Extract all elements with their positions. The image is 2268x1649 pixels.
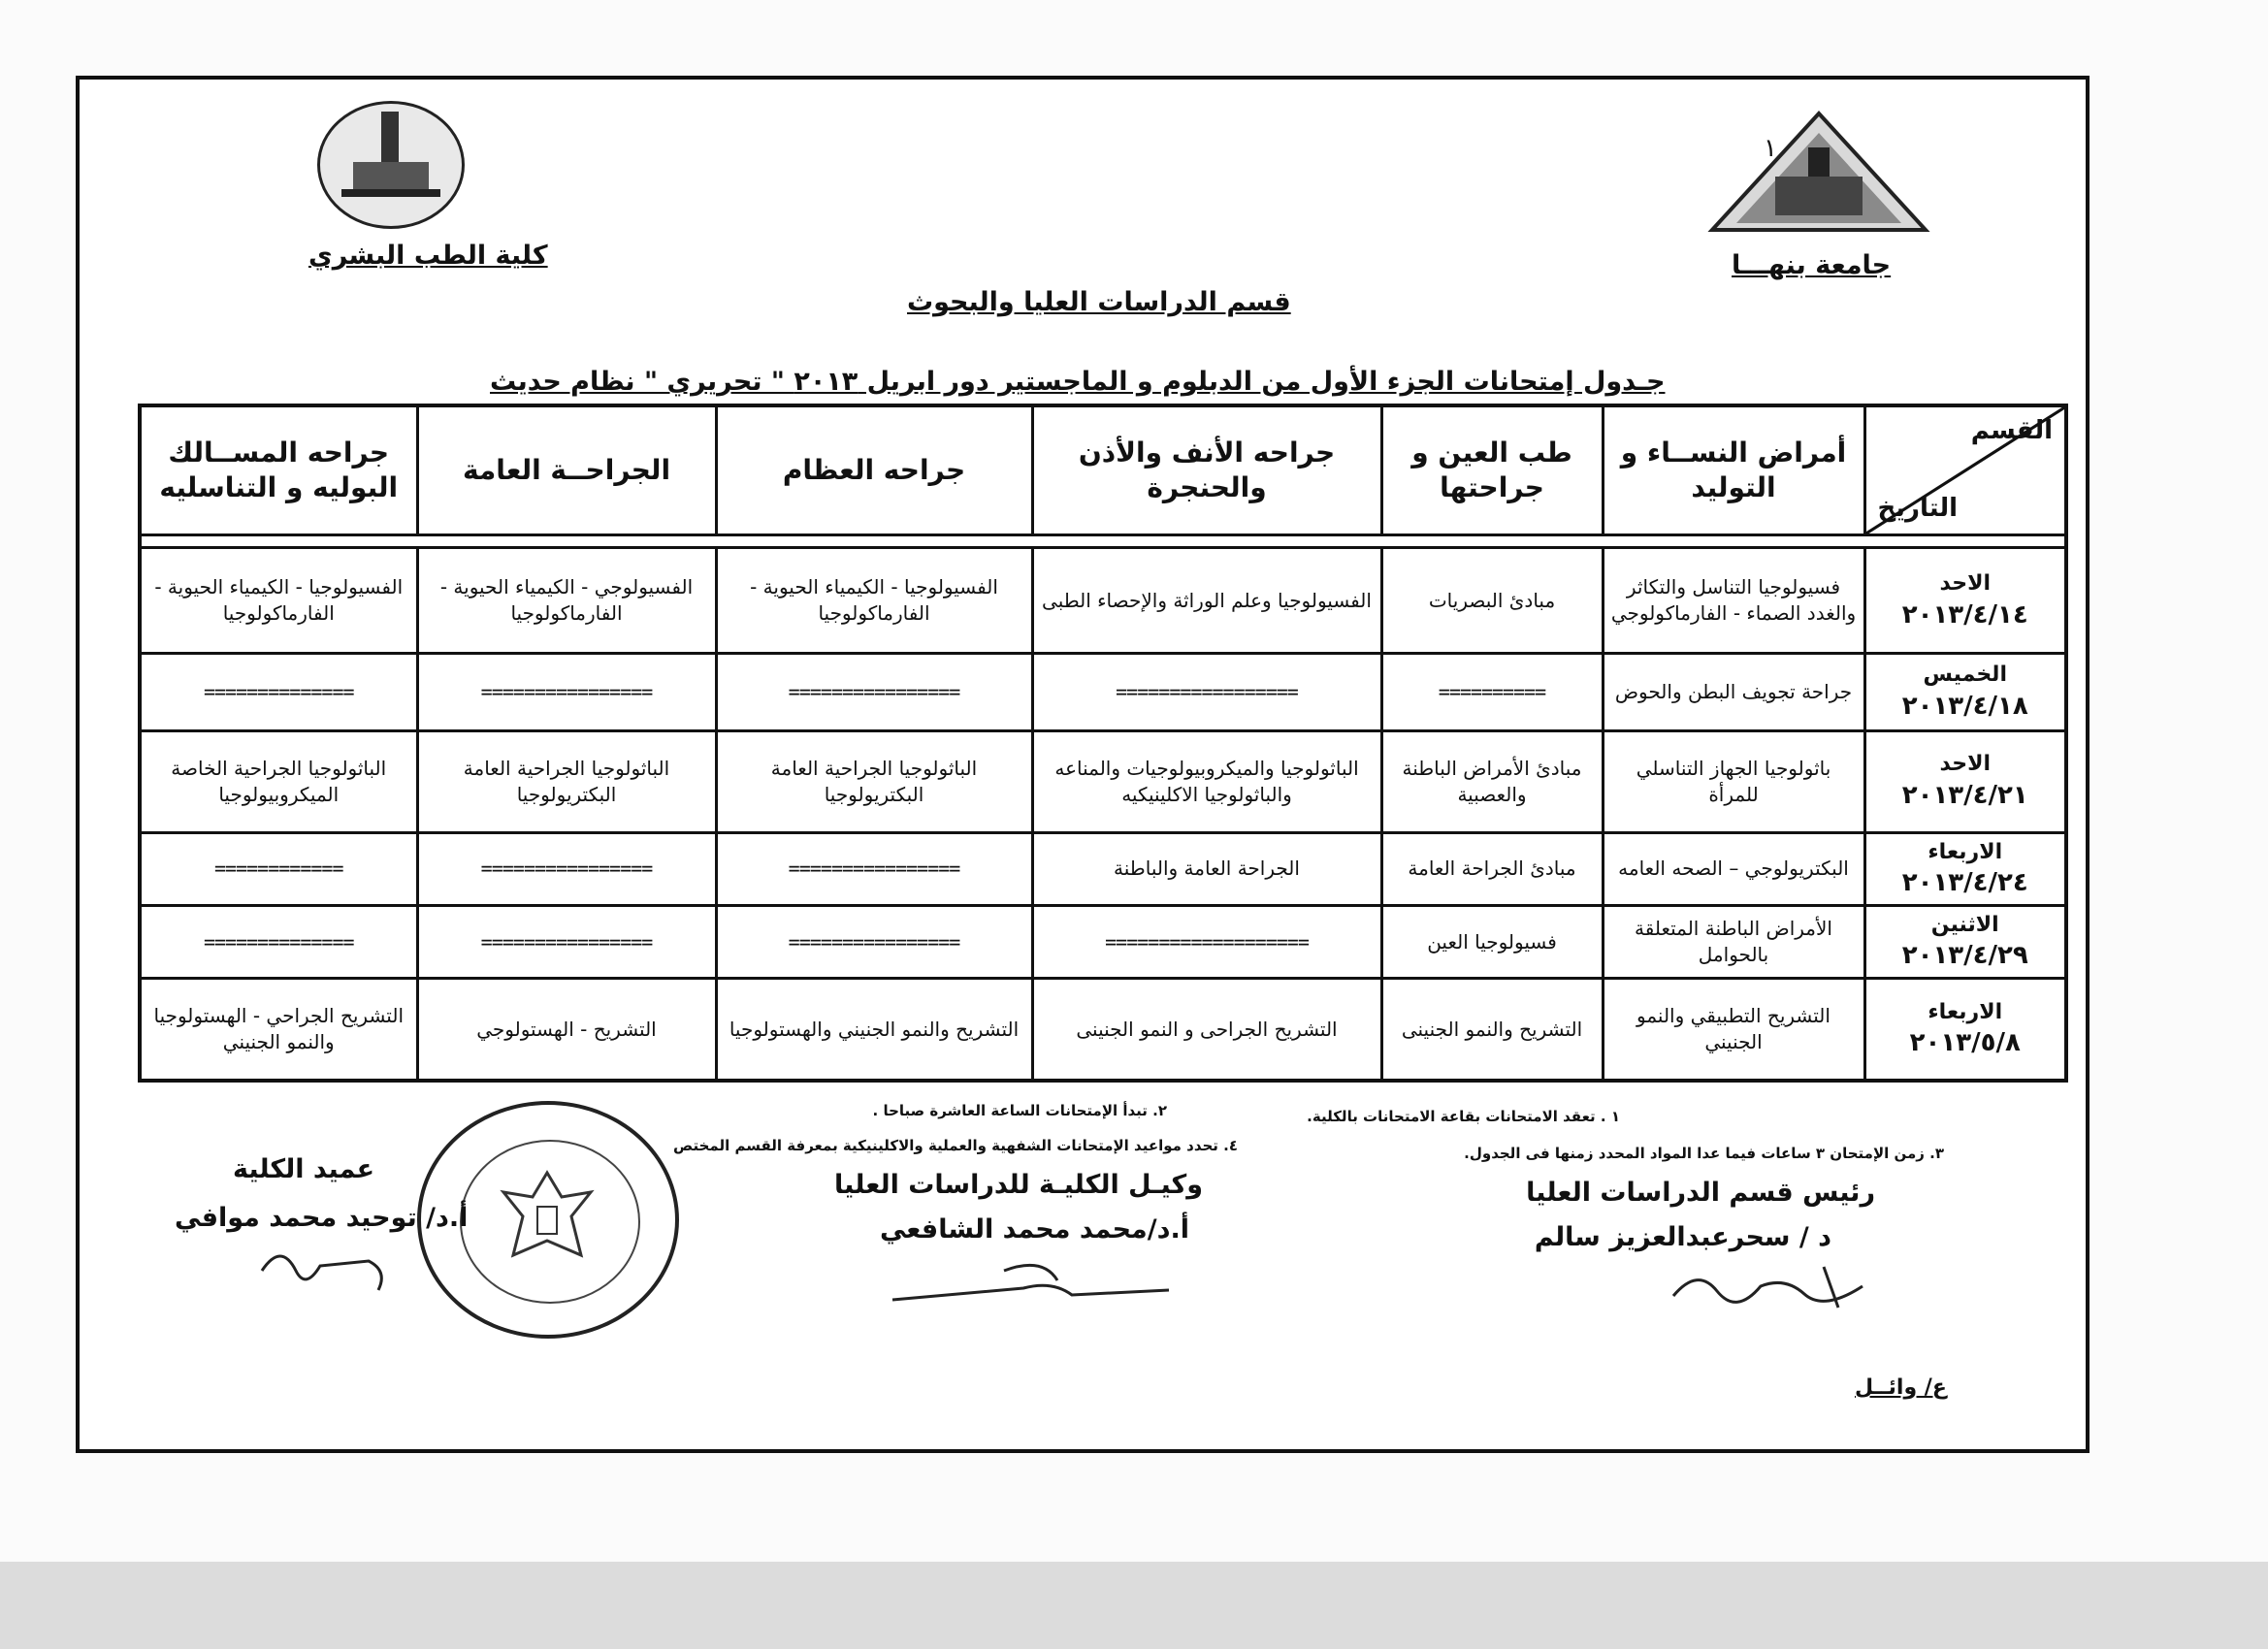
- footer-initials: ع/ وائــل: [1855, 1375, 1947, 1400]
- date-label: ٢٠١٣/٤/١٨: [1901, 691, 2028, 721]
- middle-signature-mark: [888, 1251, 1179, 1310]
- note-3: ٣. زمن الإمتحان ٣ ساعات فيما عدا المواد المحدد زمنها فى الجدول.: [1464, 1145, 1944, 1162]
- note-2: ٢. تبدأ الإمتحانات الساعة العاشرة صباحا .: [872, 1102, 1167, 1119]
- table-cell: فسيولوجيا العين: [1381, 906, 1603, 979]
- column-header: جراحه المســالك البوليه و التناسليه: [140, 405, 417, 534]
- table-cell-empty: ===================: [1032, 906, 1381, 979]
- date-label: ٢٠١٣/٤/٢٤: [1901, 868, 2028, 898]
- day-label: الاربعاء: [1928, 839, 2003, 864]
- corner-label-department: القسم: [1970, 416, 2053, 445]
- department-title: قسم الدراسات العليا والبحوث: [907, 287, 1291, 317]
- left-signatory-name: أ.د/ توحيد محمد موافي: [175, 1203, 469, 1233]
- table-row: [140, 730, 2066, 832]
- exam-schedule-table: [138, 404, 2068, 1083]
- table-cell: جراحة تجويف البطن والحوض: [1603, 654, 1864, 730]
- day-label: الاثنين: [1930, 912, 1999, 937]
- column-header: أمراض النســاء و التوليد: [1603, 405, 1864, 534]
- column-header: الجراحــة العامة: [417, 405, 716, 534]
- table-cell-empty: ================: [716, 654, 1032, 730]
- table-cell: الباثولوجيا والميكروبيولوجيات والمناعه والباثولوجيا الاكلينيكيه: [1032, 730, 1381, 832]
- right-signatory-title: رئيس قسم الدراسات العليا: [1526, 1178, 1875, 1208]
- scanner-margin: [0, 1562, 2268, 1649]
- table-cell: التشريح والنمو الجنينى: [1381, 979, 1603, 1081]
- table-header-row: [140, 405, 2066, 534]
- date-cell: [1864, 654, 2066, 730]
- table-cell: الأمراض الباطنة المتعلقة بالحوامل: [1603, 906, 1864, 979]
- table-cell-empty: ================: [417, 654, 716, 730]
- table-cell-empty: ================: [417, 832, 716, 905]
- table-cell-empty: ============: [140, 832, 417, 905]
- column-header: جراحه الأنف والأذن والحنجرة: [1032, 405, 1381, 534]
- table-cell: الباثولوجيا الجراحية العامة البكتريولوجيا: [417, 730, 716, 832]
- table-cell: الباثولوجيا الجراحية الخاصة الميكروبيولوجيا: [140, 730, 417, 832]
- faculty-name: كلية الطب البشري: [308, 241, 548, 271]
- table-cell: التشريح - الهستولوجي: [417, 979, 716, 1081]
- university-name: جامعة بنهـــا: [1732, 250, 1892, 280]
- schedule-title: جـدول إمتحانات الجزء الأول من الدبلوم و الماجستير دور ابريل ٢٠١٣ " تحريري " نظام حديث: [490, 367, 1666, 397]
- date-label: ٢٠١٣/٤/٢٩: [1901, 941, 2028, 971]
- day-label: الاحد: [1939, 752, 1991, 777]
- left-signature-mark: [252, 1232, 398, 1300]
- table-row: [140, 832, 2066, 905]
- table-cell: الباثولوجيا الجراحية العامة البكتريولوجيا: [716, 730, 1032, 832]
- table-cell: باثولوجيا الجهاز التناسلي للمرأة: [1603, 730, 1864, 832]
- table-cell: التشريح الجراحي - الهستولوجيا والنمو الجنيني: [140, 979, 417, 1081]
- right-signature-mark: [1669, 1257, 1882, 1315]
- note-1: ١ . تعقد الامتحانات بقاعة الامتحانات بالكلية.: [1307, 1108, 1620, 1125]
- table-row: [140, 906, 2066, 979]
- table-cell-empty: ================: [716, 906, 1032, 979]
- table-cell: الفسيولوجيا - الكيمياء الحيوية - الفارماكولوجيا: [716, 547, 1032, 653]
- table-cell-empty: ================: [417, 906, 716, 979]
- note-4: ٤. تحدد مواعيد الإمتحانات الشفهية والعملية والاكلينيكية بمعرفة القسم المختص: [673, 1137, 1238, 1154]
- table-cell-empty: ==========: [1381, 654, 1603, 730]
- table-cell: الفسيولوجي - الكيمياء الحيوية - الفارماكولوجيا: [417, 547, 716, 653]
- table-cell: البكتريولوجي – الصحه العامه: [1603, 832, 1864, 905]
- eagle-emblem-icon: [489, 1163, 605, 1270]
- table-cell-empty: =================: [1032, 654, 1381, 730]
- table-row: [140, 979, 2066, 1081]
- table-cell: التشريح والنمو الجنيني والهستولوجيا: [716, 979, 1032, 1081]
- right-signatory-name: د / سحرعبدالعزيز سالم: [1534, 1222, 1831, 1252]
- day-label: الاربعاء: [1928, 999, 2003, 1024]
- middle-signatory-name: أ.د/محمد محمد الشافعي: [879, 1214, 1189, 1245]
- table-cell: الجراحة العامة والباطنة: [1032, 832, 1381, 905]
- table-cell-empty: ================: [716, 832, 1032, 905]
- table-row: [140, 547, 2066, 653]
- date-cell: [1864, 832, 2066, 905]
- table-cell: مبادئ الجراحة العامة: [1381, 832, 1603, 905]
- column-header: طب العين و جراحتها: [1381, 405, 1603, 534]
- table-cell: مبادئ البصريات: [1381, 547, 1603, 653]
- corner-label-date: التاريخ: [1877, 494, 1959, 524]
- date-cell: [1864, 979, 2066, 1081]
- column-header: جراحه العظام: [716, 405, 1032, 534]
- day-label: الخميس: [1923, 663, 2007, 688]
- faculty-seal-logo: [317, 101, 465, 229]
- date-cell: [1864, 906, 2066, 979]
- corner-cell: [1864, 405, 2066, 534]
- table-cell: مبادئ الأمراض الباطنة والعصبية: [1381, 730, 1603, 832]
- page-number: ١: [1764, 134, 1777, 163]
- date-label: ٢٠١٣/٤/٢١: [1901, 781, 2028, 811]
- table-cell-empty: ==============: [140, 906, 417, 979]
- left-signatory-title: عميد الكلية: [233, 1154, 375, 1184]
- day-label: الاحد: [1939, 570, 1991, 596]
- table-cell: الفسيولوجيا - الكيمياء الحيوية - الفارماكولوجيا: [140, 547, 417, 653]
- table-cell: التشريح التطبيقي والنمو الجنيني: [1603, 979, 1864, 1081]
- middle-signatory-title: وكيـل الكليـة للدراسات العليا: [834, 1170, 1203, 1200]
- date-label: ٢٠١٣/٤/١٤: [1901, 599, 2028, 630]
- table-cell: التشريح الجراحى و النمو الجنينى: [1032, 979, 1381, 1081]
- date-label: ٢٠١٣/٥/٨: [1909, 1028, 2021, 1058]
- table-cell-empty: ==============: [140, 654, 417, 730]
- table-cell: الفسيولوجيا وعلم الوراثة والإحصاء الطبى: [1032, 547, 1381, 653]
- university-logo: [1707, 109, 1930, 235]
- date-cell: [1864, 730, 2066, 832]
- table-cell: فسيولوجيا التناسل والتكاثر والغدد الصماء - الفارماكولوجي: [1603, 547, 1864, 653]
- table-row: [140, 654, 2066, 730]
- date-cell: [1864, 547, 2066, 653]
